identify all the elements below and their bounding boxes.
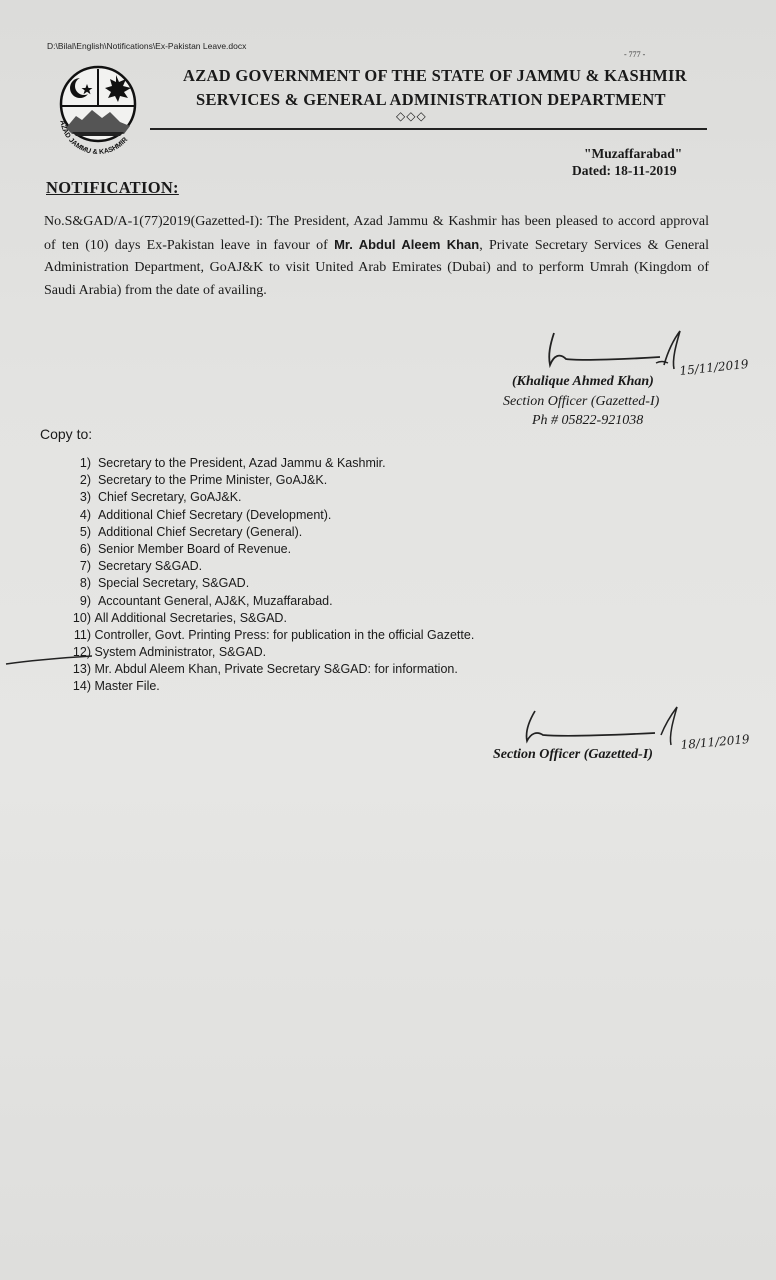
page-number: - 777 - — [624, 50, 646, 59]
list-item-number: 5) — [79, 524, 91, 539]
list-item-text: Secretary to the President, Azad Jammu & Kashmir. — [97, 456, 386, 470]
list-item-number: 12) — [72, 645, 91, 660]
list-item — [58, 610, 474, 627]
list-item-text: Secretary S&GAD. — [97, 559, 203, 574]
list-item-text: All Additional Secretaries, S&GAD. — [94, 610, 287, 625]
list-item-text: System Administrator, S&GAD. — [94, 645, 267, 660]
header-ornament: ◇◇◇ — [396, 109, 427, 123]
list-item-number: 2) — [79, 473, 91, 488]
list-item-text: Chief Secretary, GoAJ&K. — [97, 490, 242, 505]
emblem-arc-text: AZAD JAMMU & KASHMIR — [58, 119, 130, 156]
list-item — [58, 541, 474, 558]
list-item — [58, 627, 474, 644]
list-item-number: 4) — [79, 507, 91, 522]
header-department: SERVICES & GENERAL ADMINISTRATION DEPARTMENT — [196, 90, 666, 109]
notification-body-part2: , Private Secretary Services & General Administration Department, GoAJ&K to visit United Arab Emirates (Dubai) and to perform Umrah (Kingdom of Saudi Arabia) from the date of availing. — [44, 237, 709, 298]
list-item — [58, 661, 474, 678]
list-item — [58, 489, 474, 506]
list-item-text: Senior Member Board of Revenue. — [97, 541, 292, 556]
list-item-text: Mr. Abdul Aleem Khan, Private Secretary S&GAD: for information. — [94, 662, 458, 677]
header-rule — [150, 128, 707, 130]
list-item-number: 7) — [79, 559, 91, 574]
list-item-text: Master File. — [94, 679, 160, 694]
list-item-number: 11) — [73, 627, 91, 642]
list-item — [58, 644, 474, 661]
list-item-number: 10) — [72, 610, 91, 625]
file-path: D:\Bilal\English\Notifications\Ex-Pakistan Leave.docx — [47, 41, 247, 51]
list-item-text: Special Secretary, S&GAD. — [97, 576, 250, 591]
list-item — [58, 593, 474, 610]
list-item — [58, 558, 474, 575]
list-item-text: Additional Chief Secretary (General). — [97, 524, 303, 539]
list-item-number: 8) — [79, 576, 91, 591]
notification-body — [44, 211, 709, 302]
bottom-signatory-designation: Section Officer (Gazetted-I) — [493, 747, 653, 762]
list-item-text: Accountant General, AJ&K, Muzaffarabad. — [97, 593, 333, 608]
leave-applicant-name: Mr. Abdul Aleem Khan — [334, 236, 480, 252]
list-item-number: 6) — [79, 541, 91, 556]
list-item — [58, 472, 474, 489]
issue-date: Dated: 18-11-2019 — [572, 163, 677, 178]
list-item-text: Controller, Govt. Printing Press: for publication in the official Gazette. — [94, 627, 475, 642]
list-item-text: Secretary to the Prime Minister, GoAJ&K. — [97, 473, 328, 488]
signatory-phone: Ph # 05822-921038 — [532, 413, 644, 428]
place-of-issue: "Muzaffarabad" — [584, 146, 683, 161]
list-item-text: Additional Chief Secretary (Development). — [97, 507, 332, 522]
handwritten-signature-bottom — [515, 705, 765, 775]
list-item-number: 9) — [79, 593, 91, 608]
list-item — [58, 575, 474, 592]
copy-to-label: Copy to: — [40, 426, 93, 442]
signatory-name: (Khalique Ahmed Khan) — [512, 374, 654, 389]
notification-title: NOTIFICATION: — [46, 178, 179, 197]
list-item-number: 14) — [72, 679, 91, 694]
pen-mark-arrow — [4, 648, 94, 668]
signatory-designation: Section Officer (Gazetted-I) — [503, 394, 660, 409]
ajk-emblem-icon — [52, 64, 144, 156]
list-item — [58, 524, 474, 541]
copy-to-list — [58, 455, 474, 696]
list-item — [58, 455, 474, 472]
list-item-number: 13) — [72, 662, 91, 677]
notification-body-part1: No.S&GAD/A-1(77)2019(Gazetted-I): The President, Azad Jammu & Kashmir has been pleased to accord approval of ten (10) days Ex-Pakistan leave in favour of — [44, 214, 709, 253]
signature-date: 15/11/2019 — [678, 356, 750, 378]
list-item-number: 3) — [79, 490, 91, 505]
list-item — [58, 507, 474, 524]
list-item-number: 1) — [79, 456, 91, 470]
list-item — [58, 678, 474, 695]
signature-date-bottom: 18/11/2019 — [680, 732, 751, 752]
header-government: AZAD GOVERNMENT OF THE STATE OF JAMMU & KASHMIR — [183, 66, 687, 85]
